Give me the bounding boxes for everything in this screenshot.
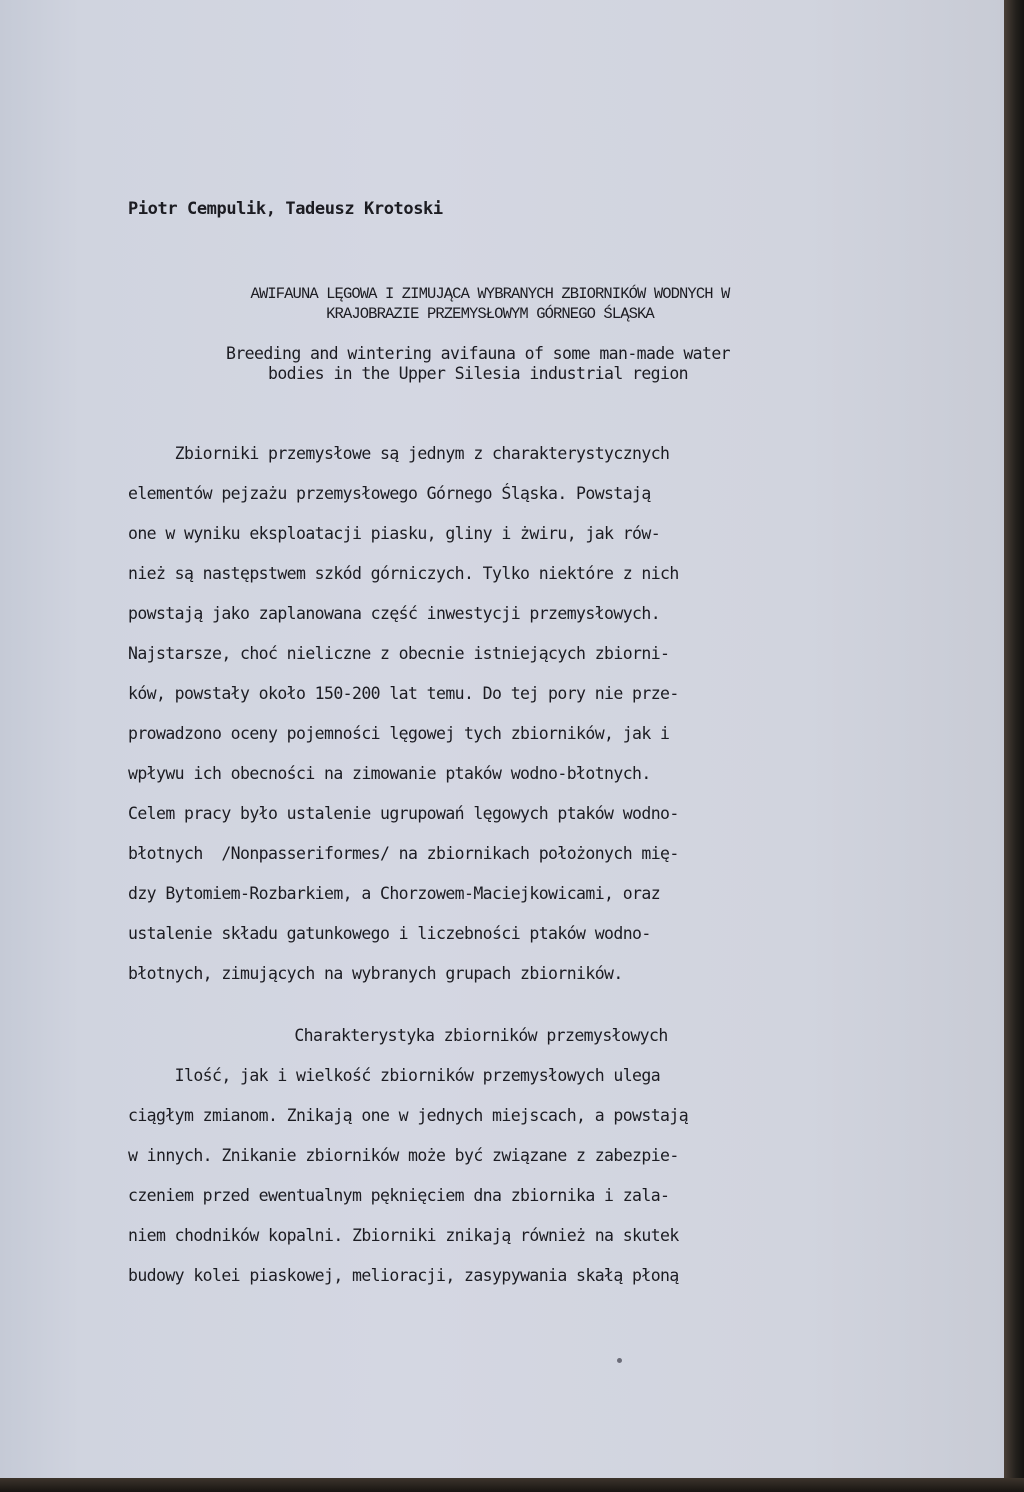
paragraph-1-line: ustalenie składu gatunkowego i liczebności ptaków wodno- xyxy=(128,924,651,943)
page-edge-bottom xyxy=(0,1478,1024,1492)
paragraph-1-line: ków, powstały około 150-200 lat temu. Do tej pory nie prze- xyxy=(128,684,679,703)
paragraph-1-line: one w wyniku eksploatacji piasku, gliny i żwiru, jak rów- xyxy=(128,524,661,543)
page-edge-right xyxy=(1004,0,1024,1492)
title-english-line-2: bodies in the Upper Silesia industrial region xyxy=(267,364,689,383)
authors-line: Piotr Cempulik, Tadeusz Krotoski xyxy=(128,199,443,219)
paragraph-2-line: budowy kolei piaskowej, melioracji, zasypywania skałą płoną xyxy=(128,1266,679,1285)
paragraph-1-line: Celem pracy było ustalenie ugrupowań lęgowych ptaków wodno- xyxy=(128,804,679,823)
paragraph-1-line: nież są następstwem szkód górniczych. Tylko niektóre z nich xyxy=(128,564,679,583)
paragraph-1-line: wpływu ich obecności na zimowanie ptaków wodno-błotnych. xyxy=(128,764,651,783)
paragraph-1-line: Najstarsze, choć nieliczne z obecnie istniejących zbiorni- xyxy=(128,644,670,663)
paragraph-1-line: powstają jako zaplanowana część inwestycji przemysłowych. xyxy=(128,604,661,623)
paragraph-2-line: czeniem przed ewentualnym pęknięciem dna zbiornika i zala- xyxy=(128,1186,670,1205)
title-english-line-1: Breeding and wintering avifauna of some man-made water xyxy=(225,344,731,363)
title-polish-line-2: KRAJOBRAZIE PRZEMYSŁOWYM GÓRNEGO ŚLĄSKA xyxy=(326,305,654,323)
paragraph-1-line: Zbiorniki przemysłowe są jednym z charakterystycznych xyxy=(128,444,670,463)
paragraph-1-line: prowadzono oceny pojemności lęgowej tych zbiorników, jak i xyxy=(128,724,670,743)
paragraph-1-line: dzy Bytomiem-Rozbarkiem, a Chorzowem-Maciejkowicami, oraz xyxy=(128,884,661,903)
title-polish-line-1: AWIFAUNA LĘGOWA I ZIMUJĄCA WYBRANYCH ZBIORNIKÓW WODNYCH W xyxy=(250,285,730,303)
paragraph-1-line: elementów pejzażu przemysłowego Górnego Śląska. Powstają xyxy=(128,484,651,503)
paragraph-2-line: Ilość, jak i wielkość zbiorników przemysłowych ulega xyxy=(128,1066,661,1085)
paper-speck xyxy=(617,1358,622,1363)
paragraph-2-line: w innych. Znikanie zbiorników może być związane z zabezpie- xyxy=(128,1146,679,1165)
paragraph-2-line: niem chodników kopalni. Zbiorniki znikają również na skutek xyxy=(128,1226,679,1245)
paragraph-2-line: ciągłym zmianom. Znikają one w jednych miejscach, a powstają xyxy=(128,1106,689,1125)
section-heading: Charakterystyka zbiorników przemysłowych xyxy=(294,1026,668,1045)
paragraph-1-line: błotnych, zimujących na wybranych grupach zbiorników. xyxy=(128,964,623,983)
paragraph-1-line: błotnych /Nonpasseriformes/ na zbiornikach położonych mię- xyxy=(128,844,679,863)
